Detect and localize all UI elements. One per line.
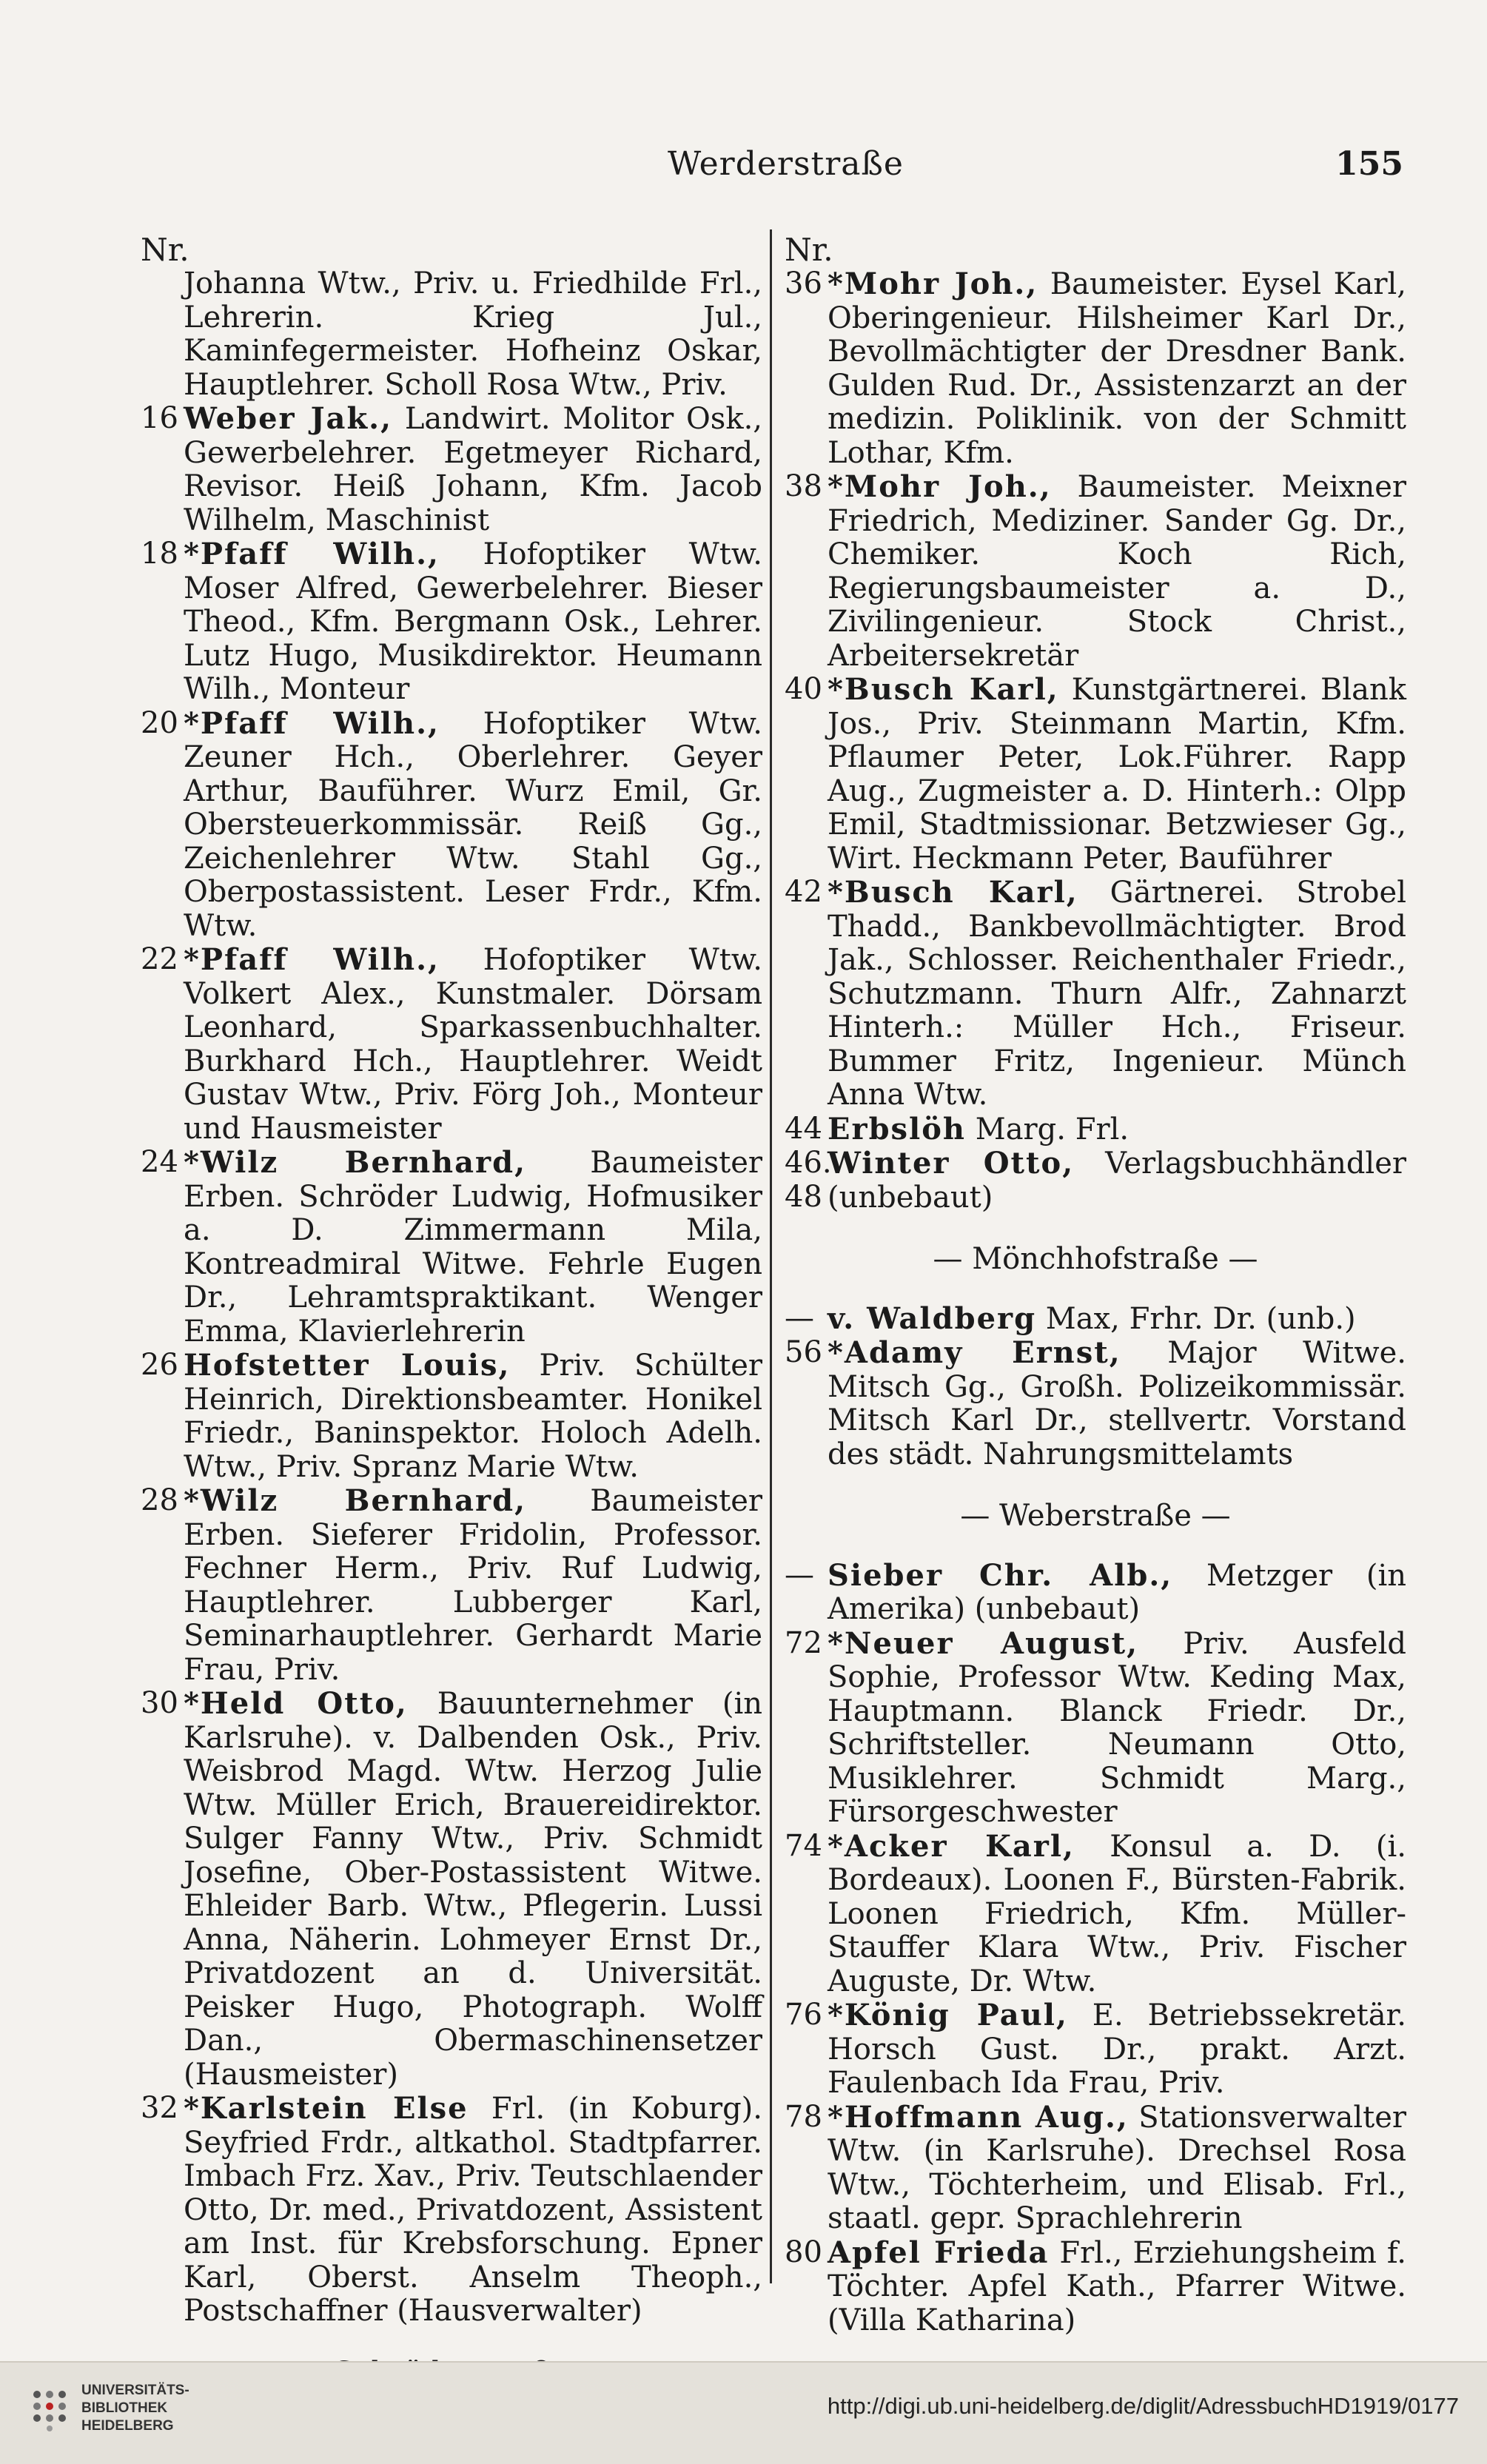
house-number: 80 (785, 2235, 822, 2269)
owner-name: *König Paul, (828, 1998, 1068, 2032)
entry-text: E. Betriebssekretär. Horsch Gust. Dr., prakt. Arzt. Faulenbach Ida Frau, Priv. (828, 1998, 1406, 2100)
house-number: 32 (141, 2091, 178, 2125)
source-url-link[interactable]: http://digi.ub.uni-heidelberg.de/diglit/AdressbuchHD1919/0177 (827, 2393, 1459, 2419)
list-item (141, 1484, 762, 1687)
list-item (785, 1830, 1406, 1999)
owner-name: *Busch Karl, (828, 672, 1059, 707)
left-column (141, 233, 762, 2415)
entry-text: Metzger (in Amerika) (unbebaut) (828, 1558, 1406, 1626)
list-item (141, 1687, 762, 2092)
house-number: 40 (785, 672, 822, 706)
entry-text: Baumeister. Meixner Friedrich, Mediziner. Sander Gg. Dr., Chemiker. Koch Rich, Regierungsbaumeister a. D., Zivilingenieur. Stock Christ., Arbeitersekretär (828, 470, 1406, 673)
list-item (141, 1349, 762, 1484)
entry-text: Baumeister Erben. Schröder Ludwig, Hofmusiker a. D. Zimmermann Mila, Kontreadmiral Witwe. Fehrle Eugen Dr., Lehramtspraktikant. Wenger Emma, Klavierlehrerin (184, 1146, 762, 1349)
list-item (141, 537, 762, 707)
owner-name: *Hoffmann Aug., (828, 2099, 1129, 2135)
entry-text: Gärtnerei. Strobel Thadd., Bankbevollmächtigter. Brod Jak., Schlosser. Reichenthaler Friedr., Schutzmann. Thurn Alfr., Zahnarzt Hinterh.: Müller Hch., Friseur. Bummer Fritz, Ingenieur. Münch Anna Wtw. (828, 876, 1407, 1112)
house-number: 18 (141, 537, 178, 571)
entry-text: Baumeister Erben. Sieferer Fridolin, Professor. Fechner Herm., Priv. Ruf Ludwig, Hauptlehrer. Lubberger Karl, Seminarhauptlehrer. Gerhardt Marie Frau, Priv. (184, 1484, 762, 1687)
list-item (785, 1147, 1406, 1215)
list-item (785, 470, 1406, 673)
entry-text: Hofoptiker Wtw. Zeuner Hch., Oberlehrer. Geyer Arthur, Bauführer. Wurz Emil, Gr. Obersteuerkommissär. Reiß Gg., Zeichenlehrer Wtw. Stahl Gg., Oberpostassistent. Leser Frdr., Kfm. Wtw. (184, 706, 762, 943)
house-number: 22 (141, 942, 178, 976)
house-number: 56 (785, 1335, 822, 1369)
entry-text: Verlagsbuchhändler (unbebaut) (828, 1147, 1407, 1215)
owner-name: *Busch Karl, (828, 875, 1078, 910)
owner-name: *Wilz Bernhard, (184, 1483, 527, 1518)
owner-name: v. Waldberg (828, 1300, 1037, 1336)
entry-text: Marg. Frl. (975, 1112, 1129, 1147)
house-number: 76 (785, 1998, 822, 2032)
page-number: 155 (1335, 145, 1403, 183)
list-item (785, 1998, 1406, 2101)
library-name: UNIVERSITÄTS- BIBLIOTHEK HEIDELBERG (81, 2383, 189, 2434)
entry-text: Bauunternehmer (in Karlsruhe). v. Dalbenden Osk., Priv. Weisbrod Magd. Wtw. Herzog Julie Wtw. Müller Erich, Brauereidirektor. Sulger Fanny Wtw., Priv. Schmidt Josefine, Ober-Postassistent Witwe. Ehleider Barb. Wtw., Pflegerin. Lussi Anna, Näherin. Lohmeyer Ernst Dr., Privatdozent an d. Universität. Peisker Hugo, Photograph. Wolff Dan., Obermaschinensetzer (Hausmeister) (184, 1687, 763, 2092)
house-number: 74 (785, 1828, 822, 1863)
house-number: — (785, 1300, 814, 1335)
library-logo-icon (28, 2387, 71, 2433)
owner-name: *Pfaff Wilh., (184, 705, 440, 741)
owner-name: *Pfaff Wilh., (184, 537, 440, 571)
list-item (141, 2092, 762, 2329)
list-item (785, 2236, 1406, 2338)
owner-name: *Wilz Bernhard, (184, 1145, 527, 1180)
street-heading: — Weberstraße — (960, 1499, 1231, 1533)
owner-name: *Held Otto, (184, 1686, 408, 1721)
list-item (141, 1146, 762, 1349)
list-item (785, 876, 1406, 1112)
house-number: 28 (141, 1483, 178, 1517)
owner-name: Sieber Chr. Alb., (828, 1557, 1173, 1593)
owner-name: *Mohr Joh., (828, 469, 1052, 504)
entry-text: Hofoptiker Wtw. Moser Alfred, Gewerbelehrer. Bieser Theod., Kfm. Bergmann Osk., Lehrer. Lutz Hugo, Musikdirektor. Heumann Wilh., Monteur (184, 537, 762, 706)
list-item (785, 1302, 1406, 1337)
list-item (785, 1559, 1406, 1627)
list-item (785, 673, 1406, 876)
list-item (785, 2101, 1406, 2236)
list-item (785, 1336, 1406, 1471)
house-number: 16 (141, 401, 178, 435)
list-item (785, 1112, 1406, 1147)
house-number: 26 (141, 1348, 178, 1382)
entry-text: Hofoptiker Wtw. Volkert Alex., Kunstmaler. Dörsam Leonhard, Sparkassenbuchhalter. Burkhard Hch., Hauptlehrer. Weidt Gustav Wtw., Priv. Förg Joh., Monteur und Hausmeister (184, 943, 762, 1146)
nr-label: Nr. (141, 232, 189, 268)
entry-text: Johanna Wtw., Priv. u. Friedhilde Frl., Lehrerin. Krieg Jul., Kaminfegermeister. Hofheinz Oskar, Hauptlehrer. Scholl Rosa Wtw., Priv. (184, 266, 762, 402)
house-number: 24 (141, 1145, 178, 1179)
house-number: 42 (785, 875, 822, 909)
running-title: Werderstraße (668, 145, 904, 183)
list-item (141, 267, 762, 402)
nr-label: Nr. (785, 232, 833, 268)
entry-text: Baumeister. Eysel Karl, Oberingenieur. Hilsheimer Karl Dr., Bevollmächtigter der Dresdner Bank. Gulden Rud. Dr., Assistenzarzt an der medizin. Poliklinik. von der Schmitt Lothar, Kfm. (828, 267, 1406, 470)
list-item (141, 707, 762, 944)
street-heading: — Mönchhofstraße — (933, 1242, 1258, 1276)
list-item (141, 402, 762, 537)
owner-name: *Adamy Ernst, (828, 1335, 1121, 1370)
house-number: 38 (785, 469, 822, 503)
house-number: — (785, 1557, 814, 1592)
house-number: 78 (785, 2099, 822, 2134)
owner-name: *Acker Karl, (828, 1828, 1075, 1864)
house-number: 72 (785, 1625, 822, 1660)
house-number: 46. 48 (785, 1146, 832, 1214)
entry-text: Landwirt. Molitor Osk., Gewerbelehrer. Egetmeyer Richard, Revisor. Heiß Johann, Kfm. Jacob Wilhelm, Maschinist (184, 402, 762, 537)
entry-text: Priv. Ausfeld Sophie, Professor Wtw. Keding Max, Hauptmann. Blanck Friedr. Dr., Schriftsteller. Neumann Otto, Musiklehrer. Schmidt Marg., Fürsorgeschwester (828, 1626, 1406, 1829)
house-number: 30 (141, 1686, 178, 1720)
owner-name: Erbslöh (828, 1111, 967, 1147)
owner-name: Apfel Frieda (828, 2235, 1050, 2270)
owner-name: Weber Jak., (184, 401, 393, 436)
owner-name: *Neuer August, (828, 1625, 1139, 1661)
owner-name: *Mohr Joh., (828, 266, 1038, 301)
list-item (785, 267, 1406, 470)
column-divider (770, 229, 772, 2283)
list-item (141, 943, 762, 1146)
owner-name: *Pfaff Wilh., (184, 942, 440, 977)
entry-text: Kunstgärtnerei. Blank Jos., Priv. Steinmann Martin, Kfm. Pflaumer Peter, Lok.Führer. Rapp Aug., Zugmeister a. D. Hinterh.: Olpp Emil, Stadtmissionar. Betzwieser Gg., Wirt. Heckmann Peter, Bauführer (828, 673, 1407, 876)
house-number: 36 (785, 266, 822, 301)
entry-text: Major Witwe. Mitsch Gg., Großh. Polizeikommissär. Mitsch Karl Dr., stellvertr. Vorstand des städt. Nahrungsmittelamts (828, 1336, 1406, 1471)
entry-text: Stationsverwalter Wtw. (in Karlsruhe). Drechsel Rosa Wtw., Töchterheim, und Elisab. Frl., staatl. gepr. Sprachlehrerin (828, 2100, 1406, 2235)
entry-text: Priv. Schülter Heinrich, Direktionsbeamter. Honikel Friedr., Baninspektor. Holoch Adelh. Wtw., Priv. Spranz Marie Wtw. (184, 1349, 762, 1484)
entry-text: Max, Frhr. Dr. (unb.) (1045, 1301, 1356, 1336)
owner-name: *Karlstein Else (184, 2091, 469, 2126)
house-number: 20 (141, 705, 178, 740)
entry-text: Frl., Erziehungsheim f. Töchter. Apfel Kath., Pfarrer Witwe. (Villa Katharina) (828, 2235, 1406, 2337)
right-column (785, 233, 1406, 2425)
entry-text: Konsul a. D. (i. Bordeaux). Loonen F., Bürsten-Fabrik. Loonen Friedrich, Kfm. Müller-Stauffer Klara Wtw., Priv. Fischer Auguste, Dr. Wtw. (828, 1829, 1406, 1998)
owner-name: Winter Otto, (828, 1146, 1075, 1181)
entry-text: Frl. (in Koburg). Seyfried Frdr., altkathol. Stadtpfarrer. Imbach Frz. Xav., Priv. Teutschlaender Otto, Dr. med., Privatdozent, Assistent am Inst. für Krebsforschung. Epner Karl, Oberst. Anselm Theoph., Postschaffner (Hausverwalter) (184, 2092, 763, 2328)
owner-name: Hofstetter Louis, (184, 1348, 511, 1383)
house-number: 44 (785, 1111, 822, 1146)
list-item (785, 1627, 1406, 1830)
